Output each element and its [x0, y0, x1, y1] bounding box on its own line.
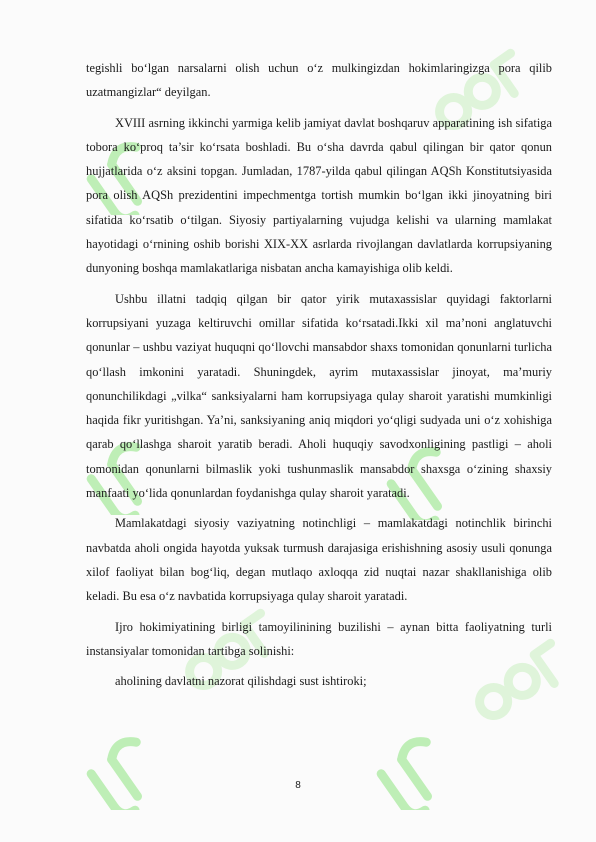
page-number: 8: [295, 780, 301, 791]
list-item: aholining davlatni nazorat qilishdagi sust ishtiroki;: [115, 674, 367, 689]
document-body: [86, 56, 552, 699]
paragraph: Mamlakatdagi siyosiy vaziyatning notinchligi – mamlakatdagi notinchlik birinchi navbatda aholi ongida hayotda yuksak turmush darajasiga erishishning asosiy usuli qonunga xilof faoliyat bilan bog‘liq, degan mutlaqo axloqqa zid nuqtai nazar shakllanishiga olib keladi. Bu esa o‘z navbatida korrupsiyaga qulay sharoit yaratadi.: [86, 516, 552, 604]
watermark-logo-icon: [70, 690, 250, 810]
watermark-logo-icon: [360, 690, 540, 810]
paragraph: XVIII asrning ikkinchi yarmiga kelib jamiyat davlat boshqaruv apparatining ish sifatiga tobora ko‘proq ta’sir ko‘rsata boshladi. Bu o‘sha davrda qabul qilingan bir qator qonun hujjatlarida o‘z aksini topgan. Jumladan, 1787-yilda qabul qilingan AQSh Konstitutsiyasida pora olish AQSh prezidentini impechmentga tortish mumkin bo‘lgan ikki jinoyatning biri sifatida ko‘rsatib o‘tilgan. Siyosiy partiyalarning vujudga kelishi va ularning mamlakat hayotidagi o‘rnining oshib borishi XIX-XX asrlarda rivojlangan davlatlarda korrupsiyaning dunyoning boshqa mamlakatlariga nisbatan ancha kamayishiga olib keldi.: [86, 115, 552, 276]
paragraph: Ushbu illatni tadqiq qilgan bir qator yirik mutaxassislar quyidagi faktorlarni korrupsiyani yuzaga keltiruvchi omillar sifatida ko‘rsatadi.Ikki xil ma’noni anglatuvchi qonunlar – ushbu vaziyat huquqni qo‘llovchi mansabdor shaxs tomonidan qonunlarni turlicha qo‘llash imkonini yaratadi. Shuningdek, ayrim mutaxassislar jinoyat, ma’muriy qonunchilikdagi „vilka“ sanksiyalarni ham korrupsiyaga qulay sharoit yaratishi mumkinligi haqida fikr yuritishgan. Ya’ni, sanksiyaning aniq miqdori yo‘qligi sudyada uni o‘z xohishiga qarab qo‘llashga sharoit yaratib beradi. Aholi huquqiy savodxonligining pastligi – aholi tomonidan qonunlarni bilmaslik yoki tushunmaslik mansabdor shaxsga o‘zining shaxsiy manfaati yo‘lida qonunlardan foydanishga qulay sharoit yaratadi.: [86, 291, 552, 501]
paragraph: tegishli bo‘lgan narsalarni olish uchun o‘z mulkingizdan hokimlaringizga pora qilib uzatmangizlar“ deyilgan.: [86, 61, 552, 100]
paragraph: Ijro hokimiyatining birligi tamoyilinining buzilishi – aynan bitta faoliyatning turli instansiyalar tomonidan tartibga solinishi:: [86, 619, 552, 658]
